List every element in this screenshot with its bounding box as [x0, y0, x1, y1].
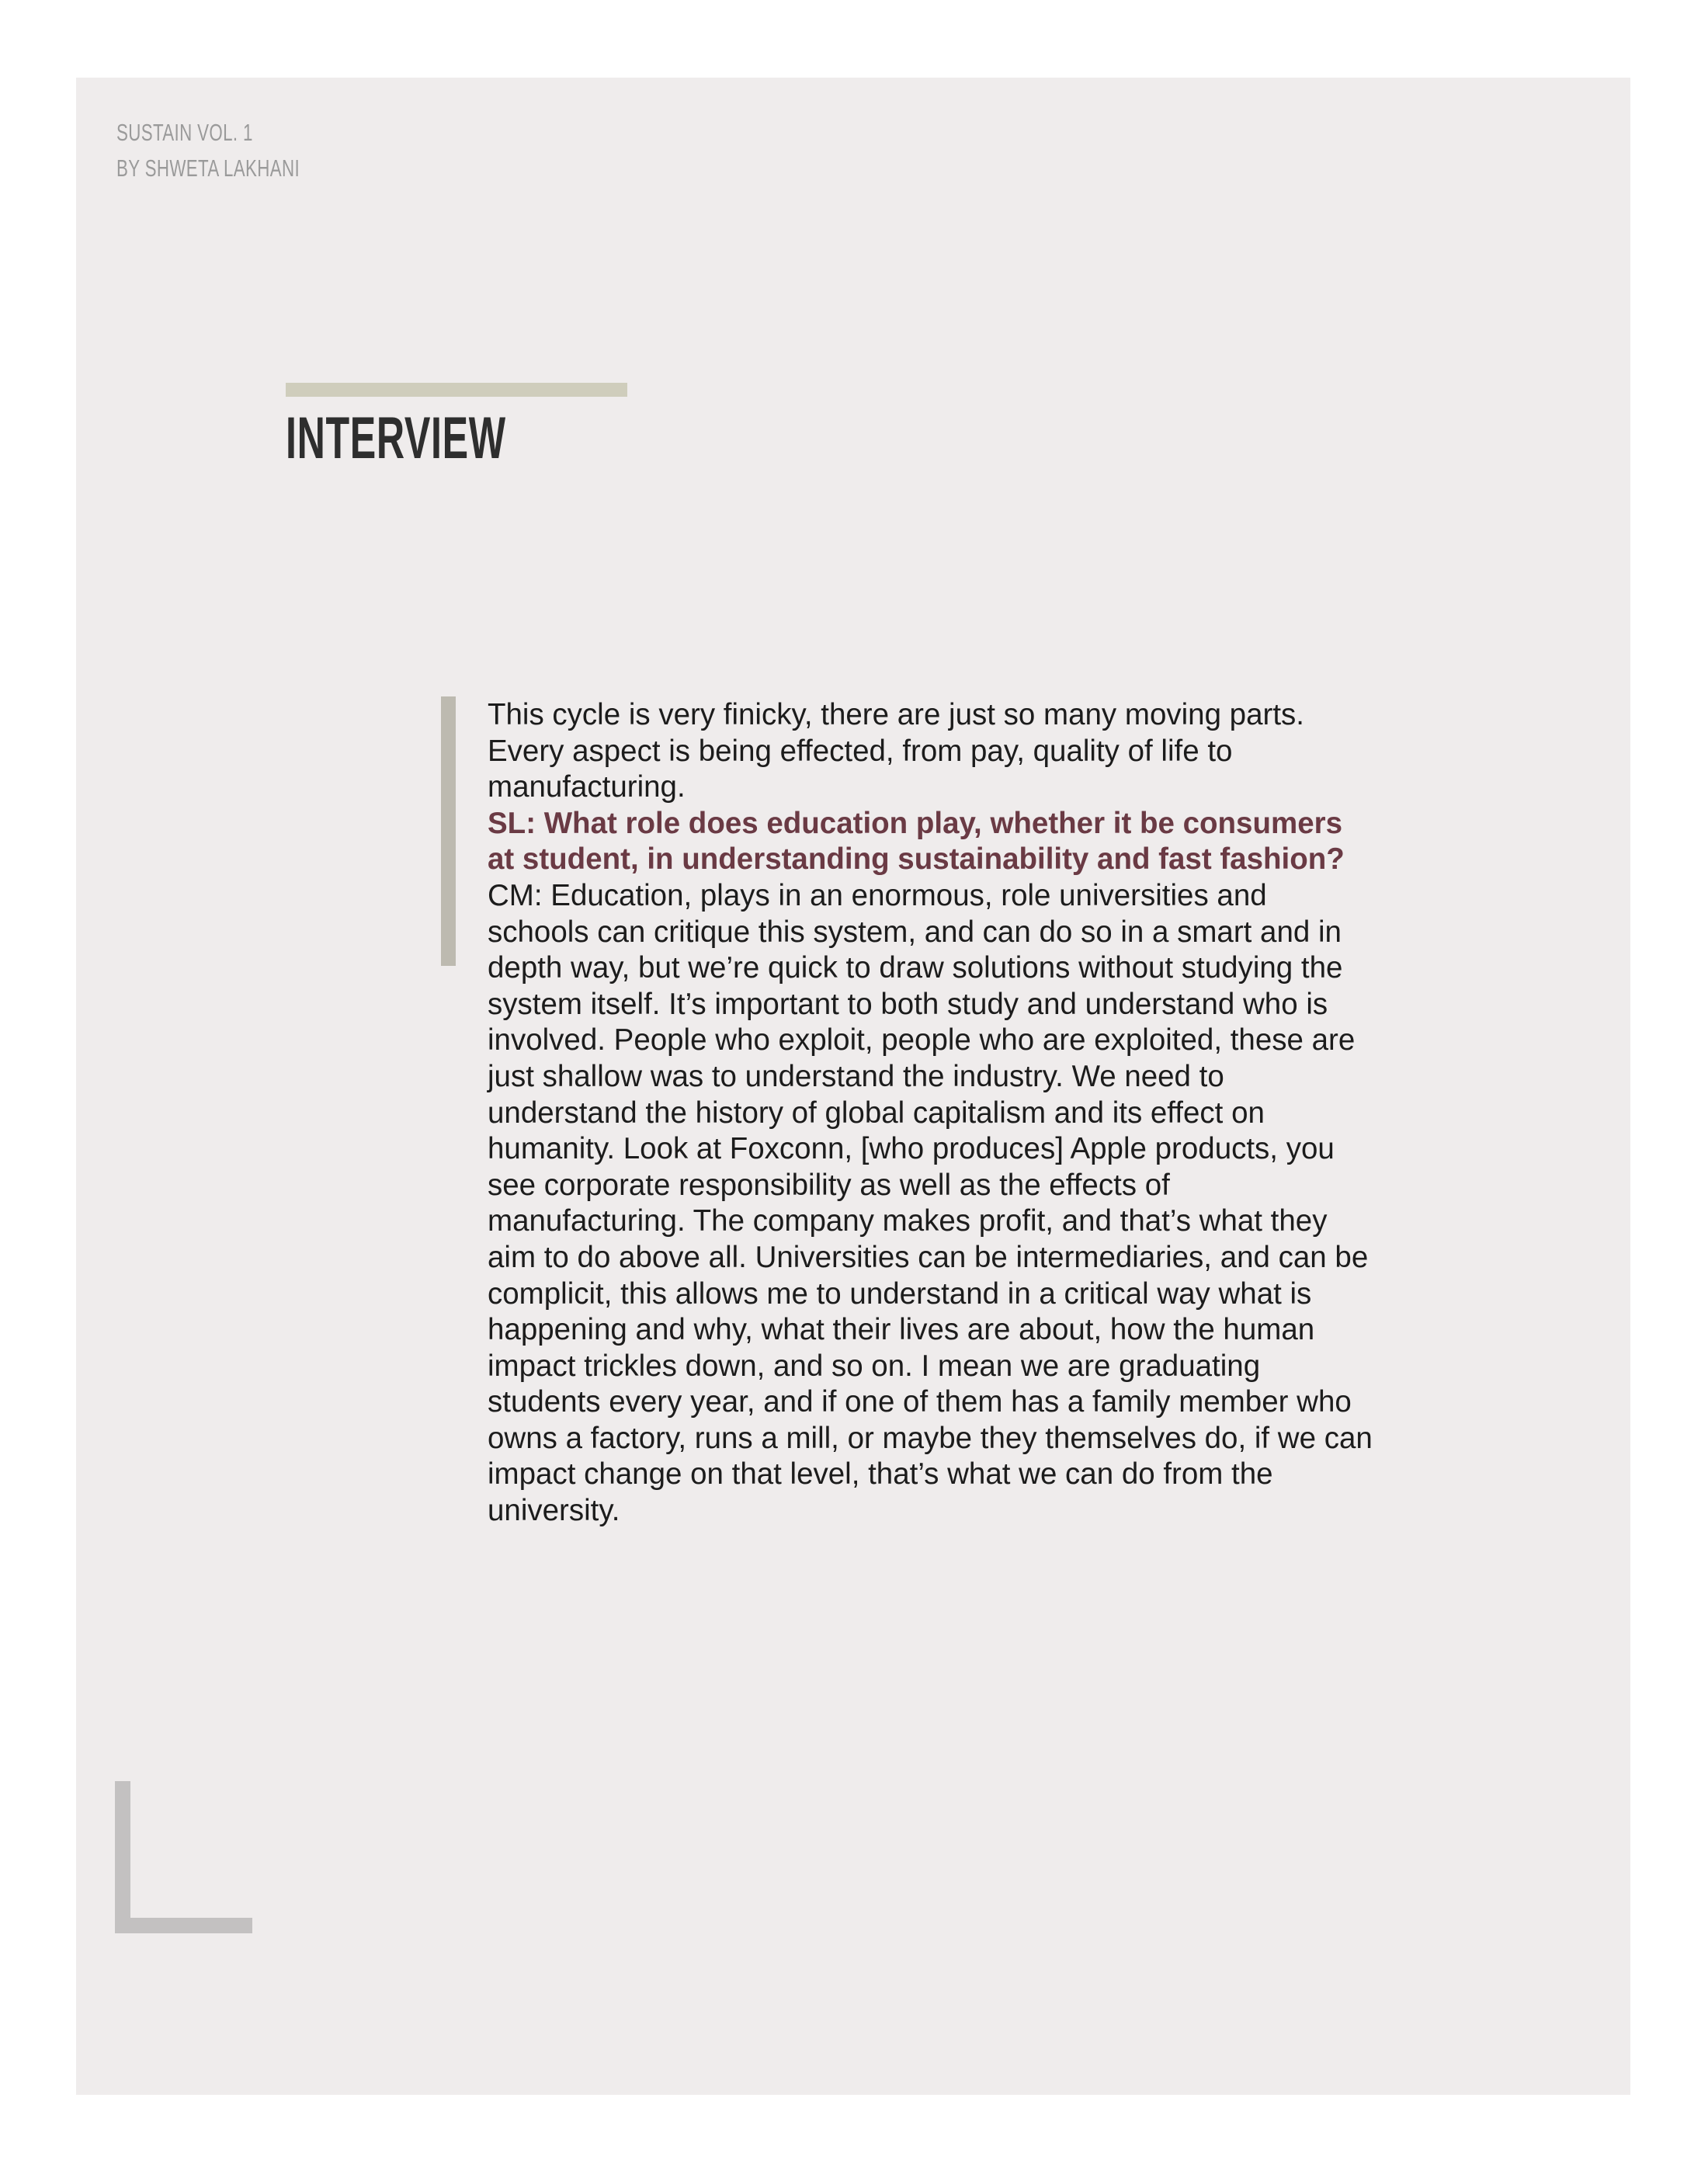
interview-intro-paragraph: This cycle is very finicky, there are just so many moving parts. Every aspect is being effected, from pay, quality of life to manufacturing. [488, 698, 1304, 804]
interview-answer: CM: Education, plays in an enormous, role universities and schools can critique this system, and can do so in a smart and in depth way, but we’re quick to draw solutions without studying the system itself. It’s important to both study and understand who is involved. People who exploit, people who are exploited, these are just shallow was to understand the industry. We need to understand the history of global capitalism and its effect on humanity. Look at Foxconn, [who produces] Apple products, you see corporate responsibility as well as the effects of manufacturing. The company makes profit, and that’s what they aim to do above all. Universities can be intermediaries, and can be complicit, this allows me to understand in a critical way what is happening and why, what their lives are about, how the human impact trickles down, and so on. I mean we are graduating students every year, and if one of them has a family member who owns a factory, runs a mill, or maybe they themselves do, if we can impact change on that level, that’s what we can do from the university. [488, 878, 1373, 1528]
corner-mark-vertical [115, 1781, 130, 1933]
interview-question: SL: What role does education play, whether it be consumers at student, in understanding sustainability and fast fashion? [488, 806, 1345, 877]
author-byline: BY SHWETA LAKHANI [116, 155, 300, 182]
section-title: INTERVIEW [286, 405, 506, 471]
corner-mark-horizontal [115, 1918, 252, 1933]
publication-title: SUSTAIN VOL. 1 [116, 119, 253, 146]
quote-bar [441, 696, 456, 966]
masthead [116, 115, 300, 186]
page [76, 78, 1630, 2095]
interview-body [488, 697, 1373, 1530]
section-title-rule [286, 383, 627, 397]
